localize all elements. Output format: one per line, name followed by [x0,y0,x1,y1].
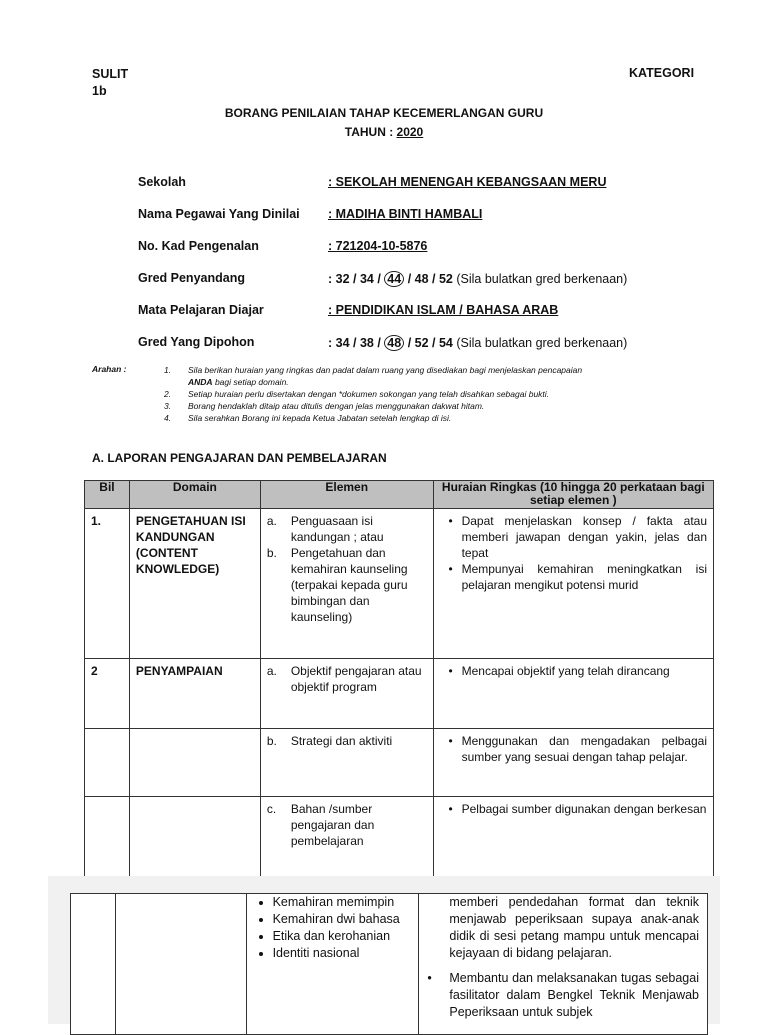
huraian-text: Membantu dan melaksanakan tugas sebagai fasilitator dalam Bengkel Teknik Menjawab Peperiksaan untuk subjek [449,971,699,1019]
sekolah-label: Sekolah [138,175,186,189]
dipohon-options-pre: : 34 / 38 / [328,336,381,350]
huraian-text: Dapat menjelaskan konsep / fakta atau memberi jawapan dengan yakin, jelas dan tepat [461,514,707,560]
row-number: 1. [91,514,102,528]
list-item: • Kemahiran memimpin [273,894,419,911]
huraian-cell [434,729,713,769]
table-row [85,797,714,879]
sulit-code: 1b [92,84,107,98]
instruction-number: 4. [164,413,172,423]
huraian-item [419,962,707,1021]
elemen-item [267,801,427,849]
table-row [85,729,714,797]
dipohon-note: (Sila bulatkan gred berkenaan) [456,336,628,350]
domain-cell: PENYAMPAIAN [135,664,223,678]
huraian-item [440,663,707,679]
list-item: • Kemahiran dwi bahasa [273,911,419,928]
col-header-bil: Bil [85,481,130,509]
form-title: BORANG PENILAIAN TAHAP KECEMERLANGAN GURU [224,106,544,120]
table-row [71,894,708,1035]
elemen-letter: a. [266,664,277,678]
row-number [85,797,129,805]
year-label: TAHUN : [344,125,394,139]
gred-note: (Sila bulatkan gred berkenaan) [456,272,628,286]
dipohon-label: Gred Yang Dipohon [138,335,255,349]
elemen-list [247,894,419,962]
nama-label: Nama Pegawai Yang Dinilai [138,207,300,221]
elemen-item [267,663,427,695]
domain-cell: PENGETAHUAN ISI KANDUNGAN (CONTENT KNOWLEDGE) [135,514,246,576]
bullet-icon: • [448,802,453,816]
gred-options-pre: : 32 / 34 / [328,272,381,286]
huraian-text: Pelbagai sumber digunakan dengan berkesan [461,802,707,816]
bullet-icon: • [448,562,453,576]
bullet-icon: • [448,734,453,748]
gred-label: Gred Penyandang [138,271,245,285]
col-header-elemen: Elemen [260,481,433,509]
table-row [85,509,714,659]
huraian-item [440,801,707,817]
elemen-item [267,545,427,625]
huraian-item [440,561,707,593]
huraian-cell [434,659,713,683]
table-header-row [85,481,714,509]
elemen-item [267,513,427,545]
elemen-cell [261,797,433,853]
instruction-emphasis: ANDA [188,377,213,387]
nama-value: : MADIHA BINTI HAMBALI [328,207,483,221]
sulit-text: SULIT [92,67,129,81]
instruction-text-cont: bagi setiap domain. [214,377,289,387]
col-header-huraian: Huraian Ringkas (10 hingga 20 perkataan bagi setiap elemen ) [433,481,713,509]
huraian-item [440,733,707,765]
huraian-cell [434,797,713,821]
domain-cell [130,729,260,737]
info-row-mata-pelajaran [138,298,738,330]
huraian-text: Mempunyai kemahiran meningkatkan isi pelajaran mengikut potensi murid [461,562,707,592]
huraian-text: Menggunakan dan mengadakan pelbagai sumber yang sesuai dengan tahap pelajar. [461,734,707,764]
instruction-text: Setiap huraian perlu disertakan dengan *dokumen sokongan yang telah disahkan sebagai bukti. [188,389,550,399]
bullet-icon: • [448,664,453,678]
elemen-item [267,733,427,749]
elemen-letter: b. [266,734,277,748]
instruction-item [164,364,724,388]
row-number: 2 [91,664,98,678]
instruction-text: Sila serahkan Borang ini kepada Ketua Jabatan setelah lengkap di isi. [188,413,452,423]
list-item: • Etika dan kerohanian [273,928,419,945]
huraian-paragraph: memberi pendedahan format dan teknik menjawab peperiksaan supaya anak-anak didik di sesi petang mampu untuk mencapai kejayaan di bidang pelajaran. [449,895,699,960]
teacher-info [138,170,738,362]
mata-value: : PENDIDIKAN ISLAM / BAHASA ARAB [328,303,559,317]
kad-label: No. Kad Pengenalan [138,239,259,253]
info-row-kad [138,234,738,266]
instruction-item [164,412,724,424]
classification-label [92,66,128,100]
empty-domain-cell [115,894,246,1035]
domain-cell [130,797,260,805]
elemen-text: Pengetahuan dan kemahiran kaunseling (terpakai kepada guru bimbingan dan kaunseling) [290,546,408,624]
elemen-text: Bahan /sumber pengajaran dan pembelajaran [290,802,375,848]
gred-value [328,271,627,287]
kategori-label: KATEGORI [629,66,695,80]
list-item: • Identiti nasional [273,945,419,962]
elemen-text: Objektif pengajaran atau objektif program [290,664,422,694]
elemen-text: Penguasaan isi kandungan ; atau [290,514,384,544]
continuation-table [70,893,708,1035]
bullet-icon: • [448,514,453,528]
elemen-cell [261,509,433,629]
instruction-item [164,388,724,400]
elemen-cell [246,894,419,1035]
instructions-list [164,364,724,424]
bullet-icon: • [427,971,432,985]
instruction-item [164,400,724,412]
huraian-text: Mencapai objektif yang telah dirancang [461,664,670,678]
huraian-cell [434,509,713,597]
instruction-number: 3. [164,401,172,411]
dipohon-options-post: / 52 / 54 [407,336,453,350]
mata-label: Mata Pelajaran Diajar [138,303,264,317]
elemen-letter: c. [266,802,277,816]
evaluation-table [84,480,714,879]
info-row-sekolah [138,170,738,202]
gred-options-post: / 48 / 52 [407,272,453,286]
info-row-dipohon [138,330,738,362]
table-row [85,659,714,729]
instruction-number: 1. [164,365,172,375]
instruction-text: Borang hendaklah ditaip atau ditulis dengan jelas menggunakan dakwat hitam. [188,401,485,411]
instructions-label: Arahan : [92,364,127,374]
elemen-letter: b. [266,546,277,560]
info-row-gred [138,266,738,298]
col-header-domain: Domain [129,481,260,509]
dipohon-value [328,335,627,351]
huraian-cell [419,894,708,1035]
huraian-item [440,513,707,561]
empty-bil-cell [71,894,116,1035]
section-a-heading: A. LAPORAN PENGAJARAN DAN PEMBELAJARAN [92,451,387,465]
dipohon-circled-option: 48 [384,335,404,351]
instruction-text: Sila berikan huraian yang ringkas dan padat dalam ruang yang disediakan bagi menjelaskan pencapaian [188,365,583,375]
elemen-text: Strategi dan aktiviti [290,734,393,748]
gred-circled-option: 44 [384,271,404,287]
elemen-letter: a. [266,514,277,528]
sekolah-value: : SEKOLAH MENENGAH KEBANGSAAN MERU [328,175,607,189]
kad-value: : 721204-10-5876 [328,239,428,253]
form-year [0,125,768,139]
row-number [85,729,129,737]
instruction-number: 2. [164,389,172,399]
year-value: 2020 [396,125,424,139]
info-row-nama [138,202,738,234]
elemen-cell [261,659,433,699]
elemen-cell [261,729,433,753]
